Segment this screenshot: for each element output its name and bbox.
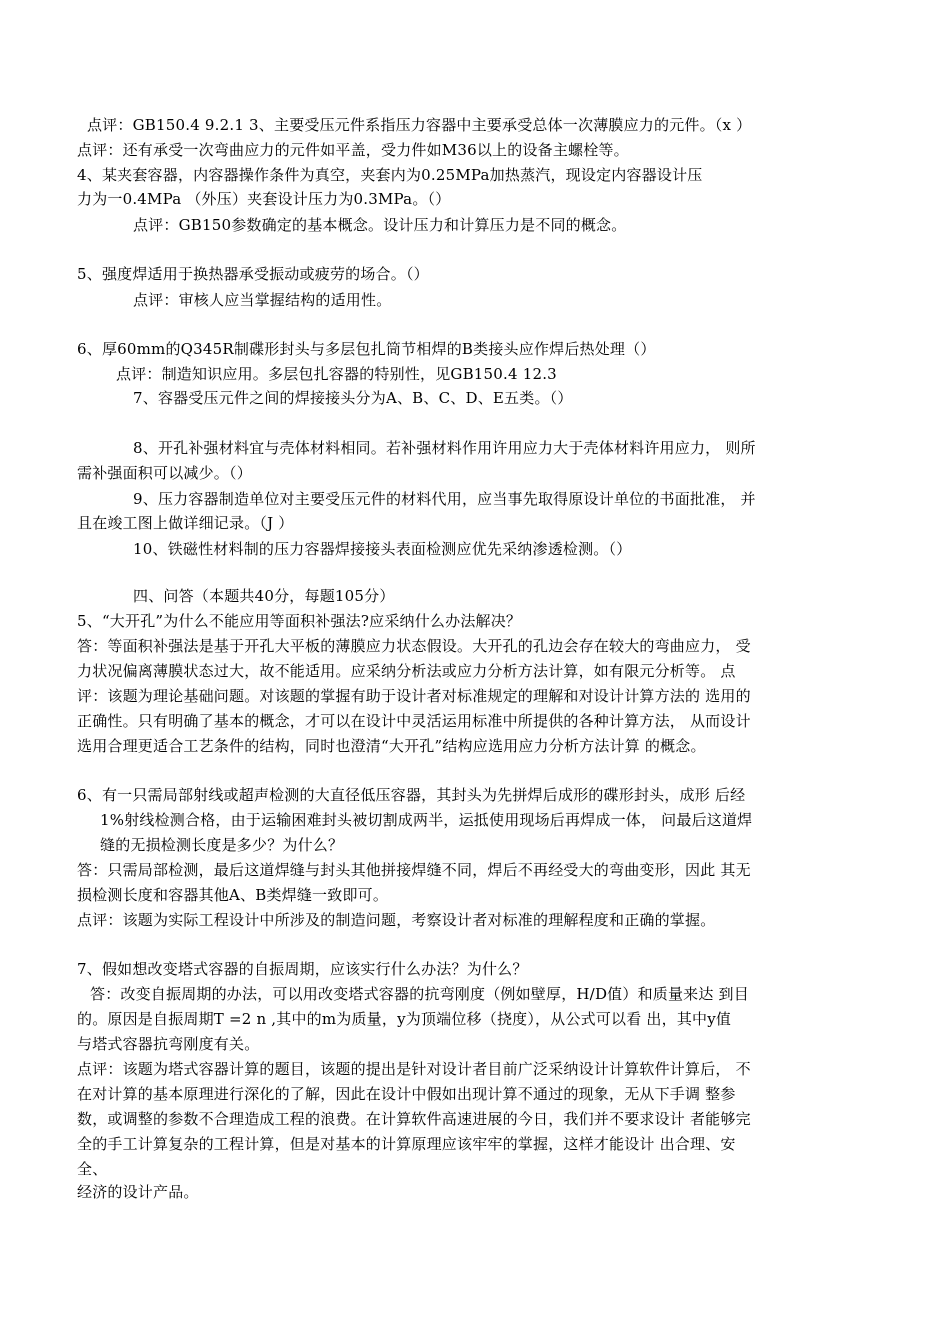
question-6: 6、厚60mm的Q345R制碟形封头与多层包扎筒节相焊的B类接头应作焊后热处理（） — [77, 340, 656, 358]
question-5: 5、强度焊适用于换热器承受振动或疲劳的场合。（） — [77, 265, 429, 283]
qa-review-7-line-2: 在对计算的基本原理进行深化的了解，因此在设计中假如出现计算不通过的现象，无从下手调 整参 — [77, 1085, 736, 1103]
question-4: 4、某夹套容器，内容器操作条件为真空，夹套内为0.25MPa加热蒸汽，现设定内容器设计压 — [77, 166, 703, 184]
question-10: 10、铁磁性材料制的压力容器焊接接头表面检测应优先采纳渗透检测。（） — [133, 540, 632, 558]
qa-review-note-6: 点评：该题为实际工程设计中所涉及的制造问题，考察设计者对标准的理解程度和正确的掌握。 — [77, 911, 716, 929]
question-4-cont: 力为一0.4MPa （外压）夹套设计压力为0.3MPa。（） — [77, 190, 451, 208]
qa-answer-5-line-1: 答：等面积补强法是基于开孔大平板的薄膜应力状态假设。大开孔的孔边会存在较大的弯曲应力， 受 — [77, 637, 751, 655]
review-note-q3-detail: 点评：还有承受一次弯曲应力的元件如平盖，受力件如M36以上的设备主螺栓等。 — [77, 141, 629, 159]
qa-answer-6-line-1: 答：只需局部检测，最后这道焊缝与封头其他拼接焊缝不同，焊后不再经受大的弯曲变形，因此 其无 — [77, 861, 751, 879]
qa-review-7-line-3: 数，或调整的参数不合理造成工程的浪费。在计算软件高速进展的今日，我们并不要求设计 者能够完 — [77, 1110, 751, 1128]
qa-question-6-line-1: 6、有一只需局部射线或超声检测的大直径低压容器，其封头为先拼焊后成形的碟形封头，成形 后经 — [77, 786, 746, 804]
review-note-q3: 点评：GB150.4 9.2.1 3、主要受压元件系指压力容器中主要承受总体一次薄膜应力的元件。（x ） — [87, 116, 752, 134]
qa-answer-7-line-1: 答：改变自振周期的办法，可以用改变塔式容器的抗弯刚度（例如壁厚，H/D值）和质量来达 到目 — [90, 985, 749, 1003]
qa-question-7: 7、假如想改变塔式容器的自振周期，应该实行什么办法？为什么？ — [77, 960, 528, 978]
qa-review-7-line-6: 经济的设计产品。 — [77, 1183, 199, 1201]
question-8: 8、开孔补强材料宜与壳体材料相同。若补强材料作用许用应力大于壳体材料许用应力， 则所 — [133, 439, 756, 457]
question-9: 9、压力容器制造单位对主要受压元件的材料代用，应当事先取得原设计单位的书面批准， 并 — [133, 490, 756, 508]
qa-answer-5-line-2: 力状况偏离薄膜状态过大，故不能适用。应采纳分析法或应力分析方法计算，如有限元分析等。 点 — [77, 662, 736, 680]
qa-answer-5-line-4: 正确性。只有明确了基本的概念，才可以在设计中灵活运用标准中所提供的各种计算方法， 从而设计 — [77, 712, 751, 730]
qa-answer-6-line-2: 损检测长度和容器其他A、B类焊缝一致即可。 — [77, 886, 389, 904]
qa-review-7-line-5: 全、 — [77, 1160, 108, 1178]
question-8-cont: 需补强面积可以减少。（） — [77, 464, 252, 482]
qa-question-6-line-3: 缝的无损检测长度是多少？为什么？ — [100, 836, 344, 854]
review-note-q5: 点评：审核人应当掌握结构的适用性。 — [133, 291, 392, 309]
qa-answer-5-line-5: 选用合理更适合工艺条件的结构，同时也澄清“大开孔”结构应选用应力分析方法计算 的概念。 — [77, 737, 706, 755]
qa-question-5: 5、“大开孔”为什么不能应用等面积补强法?应采纳什么办法解决？ — [77, 612, 522, 630]
question-9-cont: 且在竣工图上做详细记录。（J ） — [77, 514, 294, 532]
review-note-q6: 点评：制造知识应用。多层包扎容器的特别性，见GB150.4 12.3 — [116, 365, 557, 383]
qa-answer-7-line-3: 与塔式容器抗弯刚度有关。 — [77, 1035, 260, 1053]
review-note-q4: 点评：GB150参数确定的基本概念。设计压力和计算压力是不同的概念。 — [133, 216, 627, 234]
qa-question-6-line-2: 1%射线检测合格，由于运输困难封头被切割成两半，运抵使用现场后再焊成一体， 问最后这道焊 — [100, 811, 753, 829]
qa-review-7-line-1: 点评：该题为塔式容器计算的题目，该题的提出是针对设计者目前广泛采纳设计计算软件计算后， 不 — [77, 1060, 751, 1078]
qa-answer-5-line-3: 评：该题为理论基础问题。对该题的掌握有助于设计者对标准规定的理解和对设计计算方法的 选用的 — [77, 687, 751, 705]
question-7: 7、容器受压元件之间的焊接接头分为A、B、C、D、E五类。（） — [133, 389, 573, 407]
qa-review-7-line-4: 全的手工计算复杂的工程计算，但是对基本的计算原理应该牢牢的掌握，这样才能设计 出合理、安 — [77, 1135, 736, 1153]
qa-answer-7-line-2: 的。原因是自振周期T =2 n ,其中的m为质量，y为顶端位移（挠度），从公式可以看 出，其中y值 — [77, 1010, 732, 1028]
section-heading-qa: 四、问答（本题共40分，每题105分） — [133, 587, 395, 605]
